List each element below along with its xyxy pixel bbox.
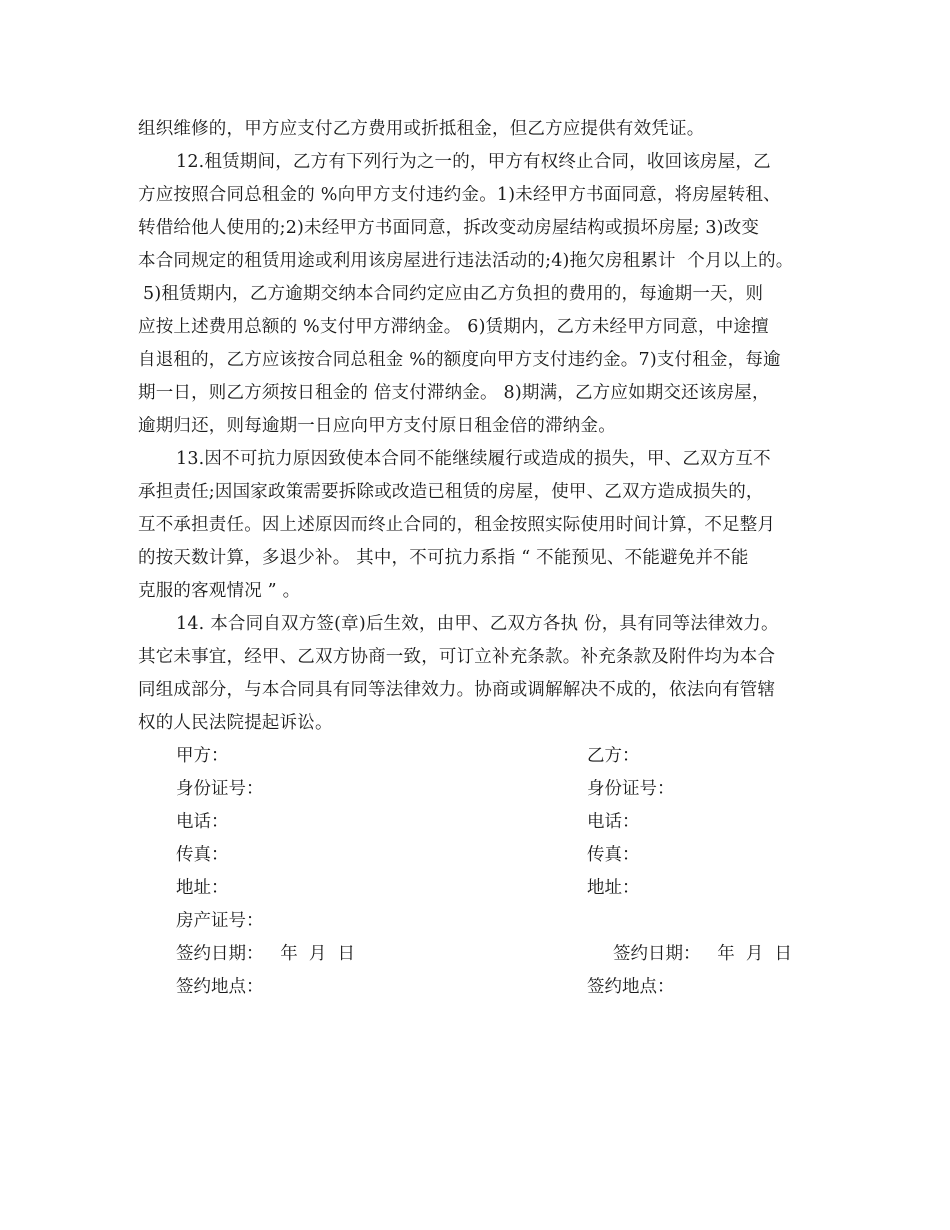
party-a-phone-label: 电话： bbox=[176, 812, 229, 832]
clause-12-line: 12.租赁期间，乙方有下列行为之一的，甲方有权终止合同，收回该房屋，乙 bbox=[176, 152, 771, 172]
property-certificate-label: 房产证号： bbox=[176, 911, 264, 931]
clause-14-line: 同组成部分，与本合同具有同等法律效力。协商或调解解决不成的，依法向有管辖 bbox=[138, 680, 776, 700]
party-b-sign-date-label: 签约日期： 年 月 日 bbox=[613, 944, 792, 964]
clause-12-line: 5)租赁期内，乙方逾期交纳本合同约定应由乙方负担的费用的，每逾期一天，则 bbox=[143, 284, 764, 304]
clause-12-line: 方应按照合同总租金的 %向甲方支付违约金。1)未经甲方书面同意，将房屋转租、 bbox=[138, 185, 781, 205]
clause-13-line: 的按天数计算，多退少补。 其中，不可抗力系指 “ 不能预见、不能避免并不能 bbox=[138, 548, 749, 568]
clause-13-line: 承担责任;因国家政策需要拆除或改造已租赁的房屋，使甲、乙双方造成损失的， bbox=[138, 482, 764, 502]
clause-14-line: 权的人民法院提起诉讼。 bbox=[138, 713, 333, 733]
clause-12-line: 自退租的，乙方应该按合同总租金 %的额度向甲方支付违约金。7)支付租金，每逾 bbox=[138, 350, 781, 370]
clause-13-line: 互不承担责任。因上述原因而终止合同的，租金按照实际使用时间计算，不足整月 bbox=[138, 515, 776, 535]
party-b-sign-place-label: 签约地点： bbox=[587, 977, 675, 997]
clause-12-line: 逾期归还，则每逾期一日应向甲方支付原日租金倍的滞纳金。 bbox=[138, 416, 616, 436]
party-a-sign-place-label: 签约地点： bbox=[176, 977, 264, 997]
clause-14-line: 其它未事宜，经甲、乙双方协商一致，可订立补充条款。补充条款及附件均为本合 bbox=[138, 647, 776, 667]
clause-12-line: 转借给他人使用的;2)未经甲方书面同意，拆改变动房屋结构或损坏房屋; 3)改变 bbox=[138, 218, 760, 238]
clause-13-line: 13.因不可抗力原因致使本合同不能继续履行或造成的损失，甲、乙双方互不 bbox=[176, 449, 771, 469]
party-a-sign-date-label: 签约日期： 年 月 日 bbox=[176, 944, 355, 964]
party-b-address-label: 地址： bbox=[587, 878, 640, 898]
party-b-label: 乙方： bbox=[587, 746, 640, 766]
clause-13-line: 克服的客观情况 ” 。 bbox=[138, 581, 301, 601]
clause-12-line: 期一日，则乙方须按日租金的 倍支付滞纳金。 8)期满，乙方应如期交还该房屋， bbox=[138, 383, 770, 403]
party-b-id-label: 身份证号： bbox=[587, 779, 675, 799]
clause-12-line: 应按上述费用总额的 %支付甲方滞纳金。 6)赁期内，乙方未经甲方同意，中途擅 bbox=[138, 317, 769, 337]
party-a-id-label: 身份证号： bbox=[176, 779, 264, 799]
paragraph-line: 组织维修的，甲方应支付乙方费用或折抵租金，但乙方应提供有效凭证。 bbox=[138, 119, 705, 139]
clause-14-line: 14. 本合同自双方签(章)后生效，由甲、乙双方各执 份，具有同等法律效力。 bbox=[176, 614, 779, 634]
clause-12-line: 本合同规定的租赁用途或利用该房屋进行违法活动的;4)拖欠房租累计 个月以上的。 bbox=[138, 251, 794, 271]
party-b-fax-label: 传真： bbox=[587, 845, 640, 865]
party-b-phone-label: 电话： bbox=[587, 812, 640, 832]
party-a-address-label: 地址： bbox=[176, 878, 229, 898]
party-a-fax-label: 传真： bbox=[176, 845, 229, 865]
party-a-label: 甲方： bbox=[176, 746, 229, 766]
